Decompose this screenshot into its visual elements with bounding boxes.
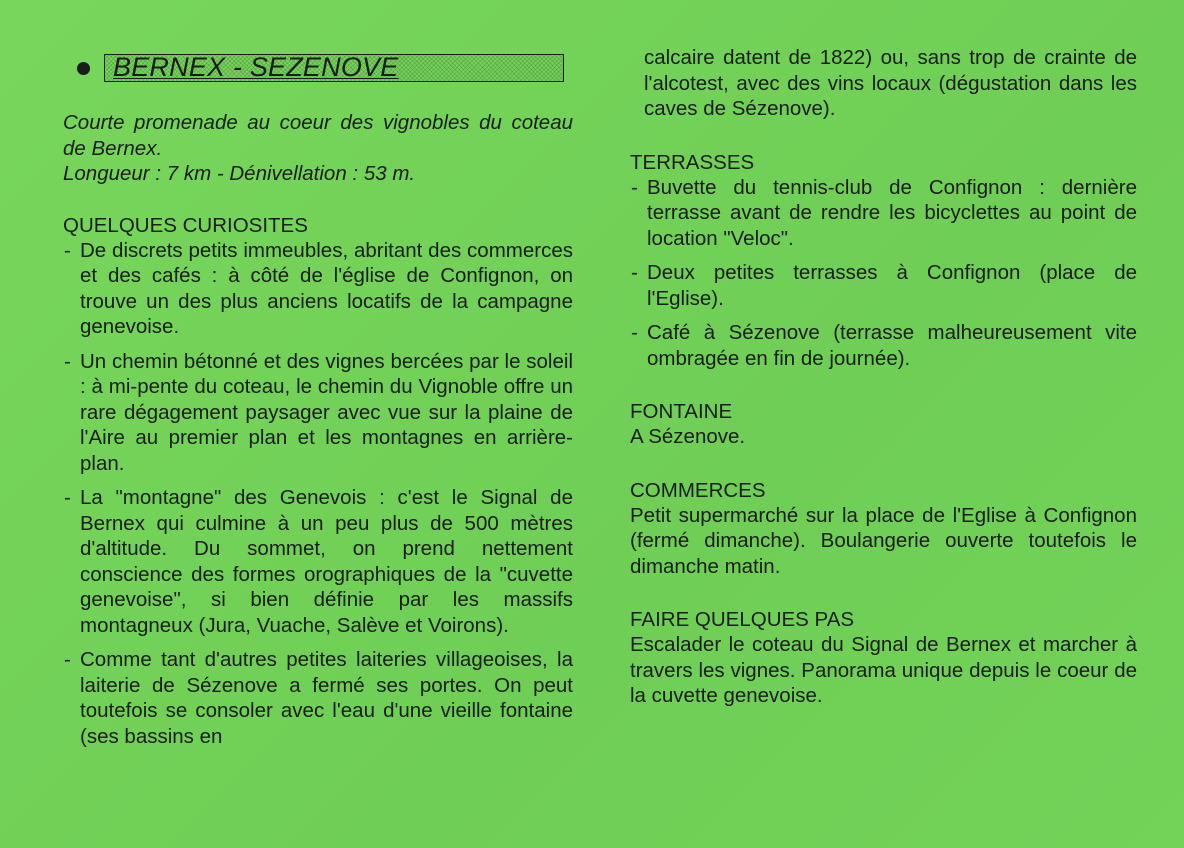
fontaine-heading: FONTAINE: [630, 400, 733, 423]
intro: [63, 110, 573, 187]
title-row: [77, 50, 573, 86]
continuation-text: calcaire datent de 1822) ou, sans trop de crainte de l'alcotest, avec des vins locaux (dégustation dans les caves de Sézenove).: [644, 46, 1137, 120]
list-item: - Deux petites terrasses à Confignon (place de l'Eglise).: [630, 260, 1137, 311]
commerces-section: [630, 478, 1137, 580]
terrasses-section: [630, 150, 1137, 372]
bullet-icon: [77, 62, 90, 75]
list-item: - La "montagne" des Genevois : c'est le Signal de Bernex qui culmine à un peu plus de 500 mètres d'altitude. Du sommet, on prend nettement conscience des formes orographiques de la "cuvette genevoise", si bien définie par les massifs montagneux (Jura, Vuache, Salève et Voirons).: [63, 485, 573, 638]
curiosites-heading: QUELQUES CURIOSITES: [63, 213, 308, 237]
pas-text: Escalader le coteau du Signal de Bernex et marcher à travers les vignes. Panorama unique depuis le coeur de la cuvette genevoise.: [630, 633, 1137, 707]
list-item: - De discrets petits immeubles, abritant des commerces et des cafés : à côté de l'église de Confignon, on trouve un des plus anciens locatifs de la campagne genevoise.: [63, 238, 573, 340]
list-item: - Buvette du tennis-club de Confignon : dernière terrasse avant de rendre les bicyclettes au point de location "Veloc".: [630, 175, 1137, 252]
fontaine-section: [630, 399, 1137, 450]
right-column: [630, 45, 1137, 709]
list-item: - Café à Sézenove (terrasse malheureusement vite ombragée en fin de journée).: [630, 320, 1137, 371]
fontaine-text: A Sézenove.: [630, 425, 746, 448]
commerces-heading: COMMERCES: [630, 478, 766, 502]
list-item: - Comme tant d'autres petites laiteries villageoises, la laiterie de Sézenove a fermé ses portes. On peut toutefois se consoler avec l'eau d'une vieille fontaine (ses bassins en: [63, 647, 573, 749]
curiosites-continuation: [630, 45, 1137, 122]
commerces-text: Petit supermarché sur la place de l'Eglise à Confignon (fermé dimanche). Boulangerie ouverte toutefois le dimanche matin.: [630, 503, 1137, 578]
curiosites-list: [63, 238, 573, 750]
list-item: - Un chemin bétonné et des vignes bercées par le soleil : à mi-pente du coteau, le chemin du Vignoble offre un rare dégagement paysager avec vue sur la plaine de l'Aire au premier plan et les montagnes en arrière-plan.: [63, 349, 573, 477]
pas-section: [630, 607, 1137, 709]
terrasses-heading: TERRASSES: [630, 150, 755, 174]
title-box: [104, 54, 564, 82]
left-column: [63, 50, 573, 749]
pas-heading: FAIRE QUELQUES PAS: [630, 608, 855, 631]
terrasses-list: [630, 175, 1137, 372]
page-title: BERNEX - SEZENOVE: [113, 52, 399, 83]
intro-description: Courte promenade au coeur des vignobles du coteau de Bernex.: [63, 111, 573, 160]
intro-stats: Longueur : 7 km - Dénivellation : 53 m.: [63, 162, 416, 185]
